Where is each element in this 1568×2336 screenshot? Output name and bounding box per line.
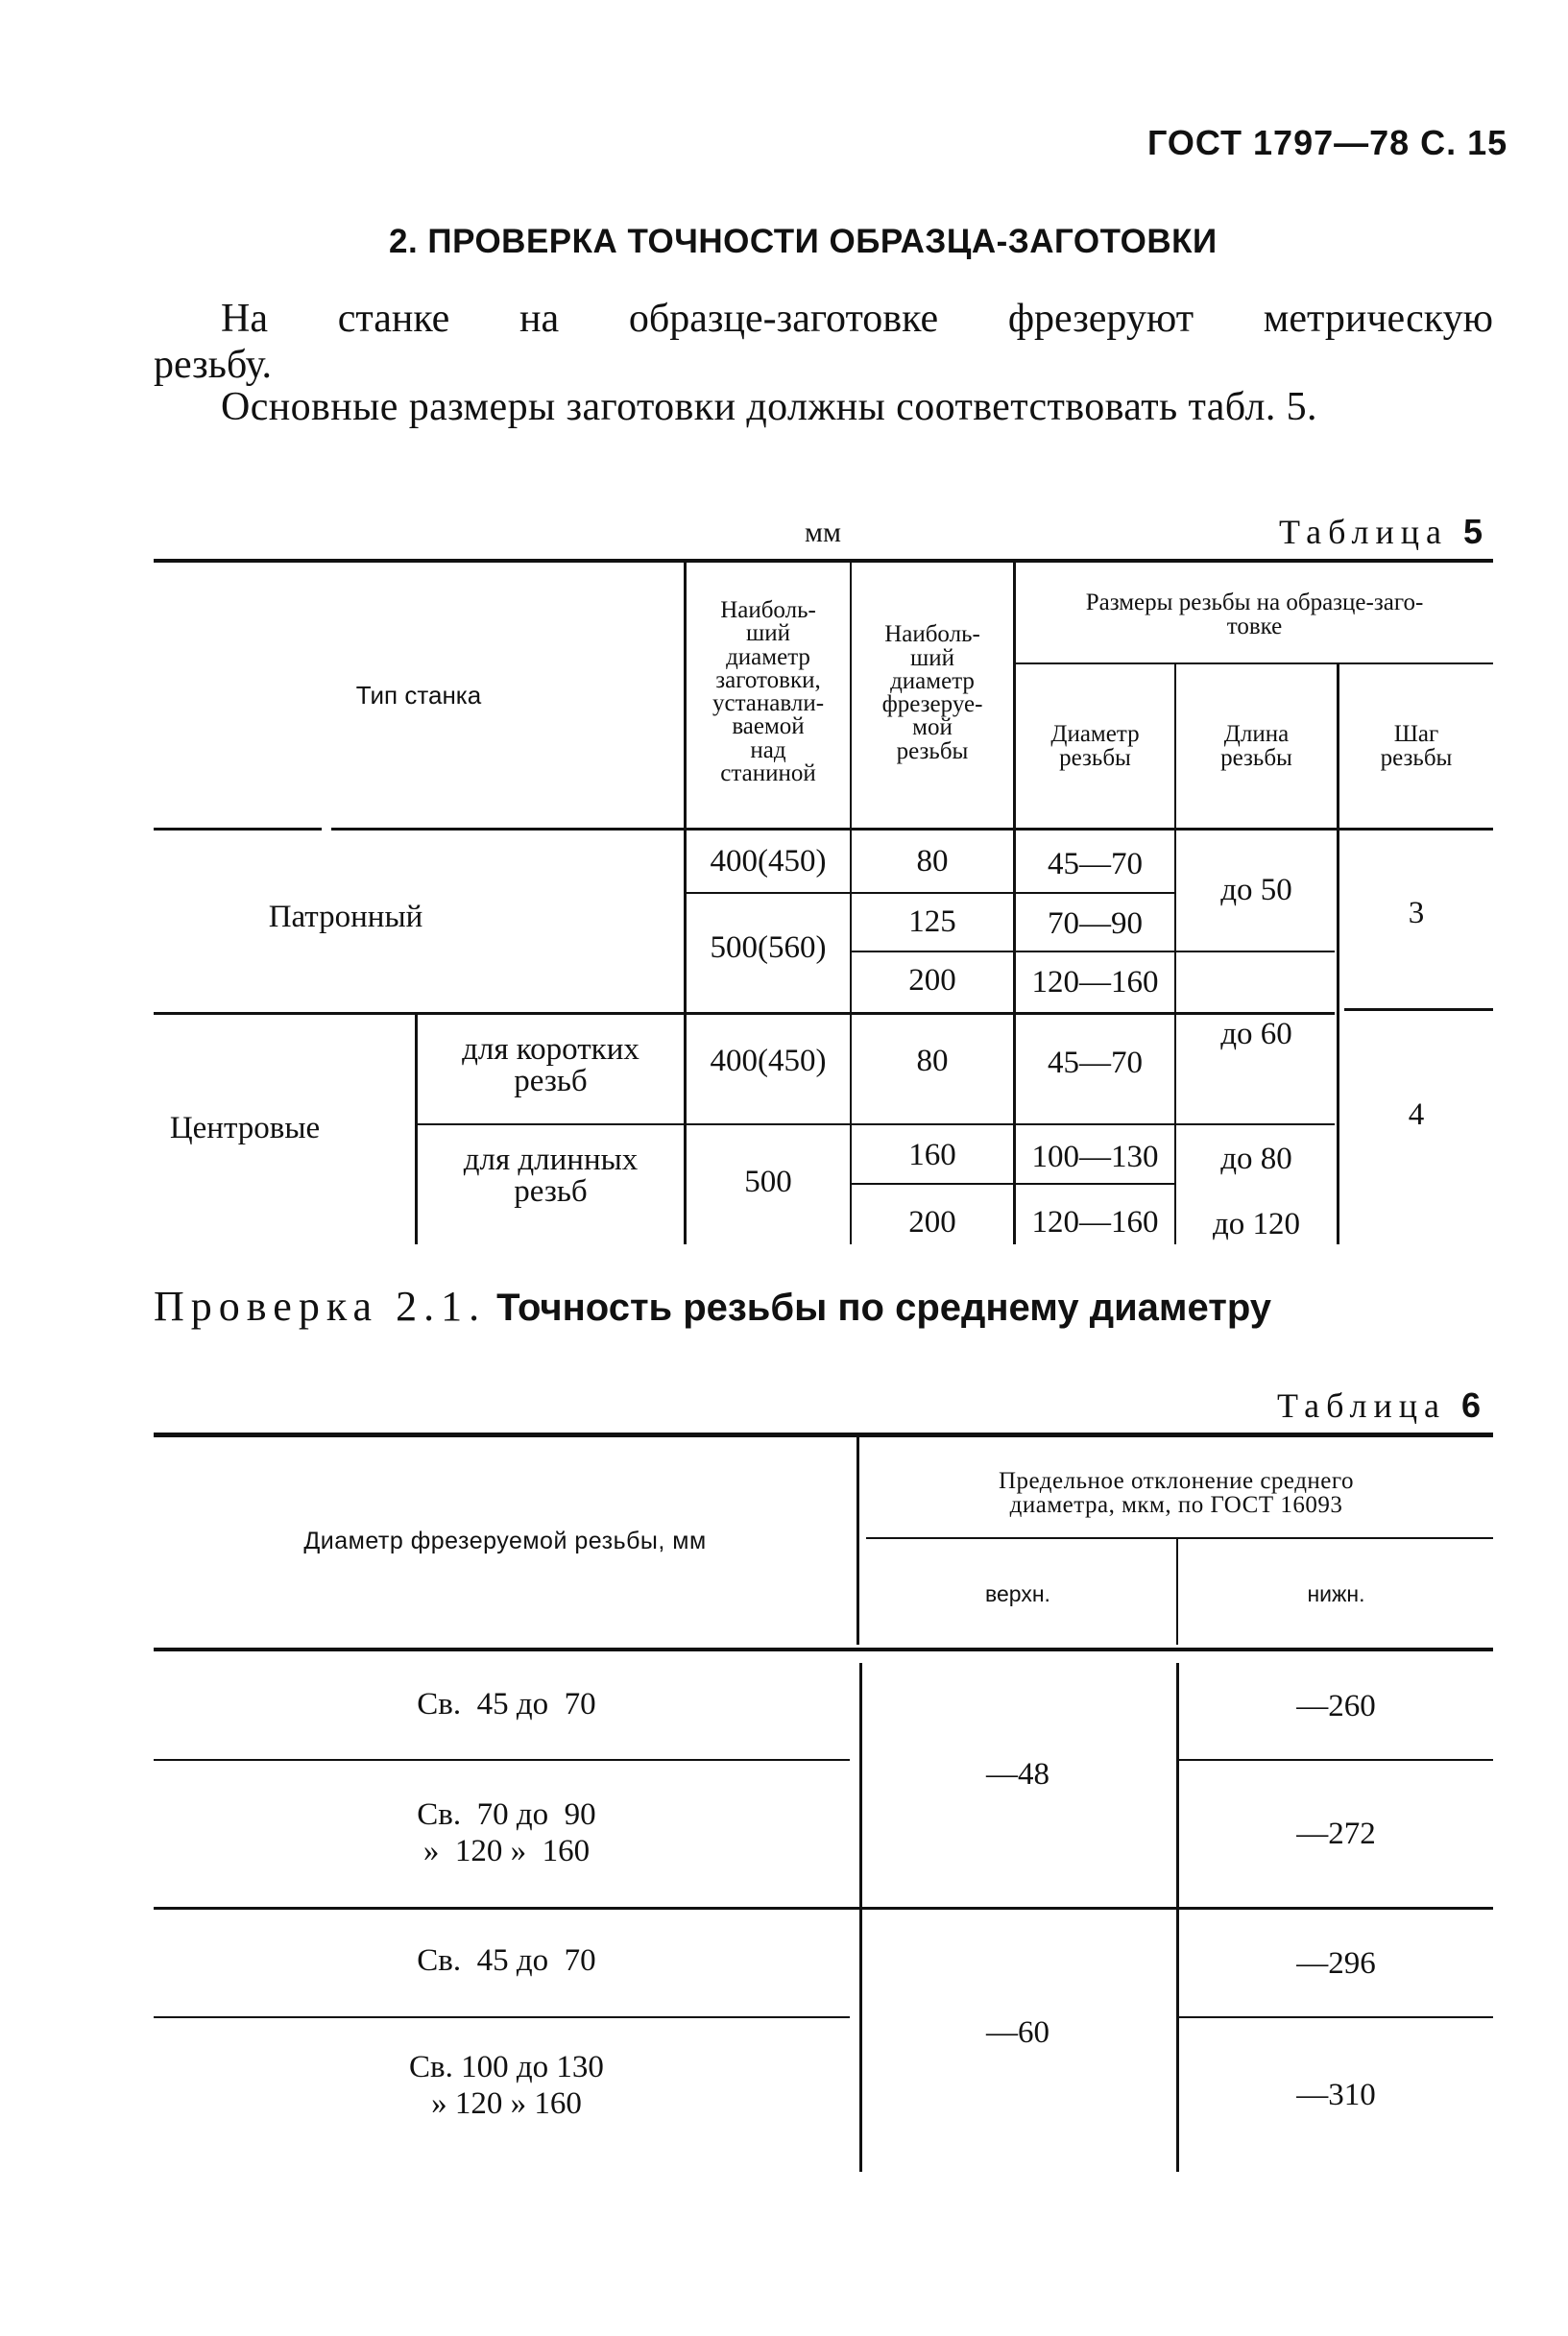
cell-pitch-4: 4 [1408,1096,1425,1132]
paragraph-1-line-2: резьбу. [154,343,272,387]
check-label: Проверка 2.1. [154,1283,487,1330]
subtype-long-threads: для длинных резьб [463,1143,639,1209]
header-milled-thread-diameter: Диаметр фрезеруемой резьбы, мм [303,1527,707,1554]
cell-blank-400-450-center: 400(450) [710,1043,827,1078]
header-deviation: Предельное отклонение среднего диаметра, мкм, по ГОСТ 16093 [998,1468,1355,1518]
machine-type-cartridge: Патронный [268,899,423,934]
cell-max-200-center: 200 [908,1204,956,1240]
row-3-lower: —296 [1296,1945,1376,1981]
section-title: 2. ПРОВЕРКА ТОЧНОСТИ ОБРАЗЦА-ЗАГОТОВКИ [389,223,1218,260]
header-max-thread-diameter: Наиболь- ший диаметр фрезеруе- мой резьбы [881,621,983,764]
cell-diam-45-70-center: 45—70 [1048,1045,1143,1080]
check-heading [154,1282,1271,1331]
cell-max-80-center: 80 [916,1043,949,1078]
cell-pitch-3: 3 [1408,895,1425,930]
row-1-diameter: Св. 45 до 70 [417,1686,596,1722]
rule [154,828,322,831]
header-max-blank-diameter: Наиболь- ший диаметр заготовки, устанавли- ваемой над станиной [712,597,825,786]
rule [1176,951,1335,952]
header-thread-dimensions: Размеры резьбы на образце-заго- товке [1085,590,1424,639]
rule [1013,662,1493,664]
subtype-short-threads: для коротких резьб [462,1032,639,1098]
rule [866,1537,1493,1539]
rule [859,1663,862,2172]
rule [154,1759,850,1761]
cell-blank-500-560: 500(560) [710,929,827,965]
row-2-lower: —272 [1296,1816,1376,1851]
row-2-diameter: Св. 70 до 90 » 120 » 160 [417,1797,596,1868]
cell-max-160: 160 [908,1137,956,1172]
header-thread-pitch: Шаг резьбы [1380,721,1453,771]
cell-diam-120-160: 120—160 [1031,964,1159,999]
cell-blank-500: 500 [744,1164,792,1199]
rule [1179,1759,1493,1761]
cell-diam-120-160-center: 120—160 [1031,1204,1159,1240]
cell-length-do-60: до 60 [1220,1016,1292,1051]
rule [154,1907,1493,1910]
table-5-unit: мм [805,517,841,548]
cell-length-do-80: до 80 [1220,1141,1292,1176]
cell-diam-45-70: 45—70 [1048,846,1143,881]
upper-group-1: —48 [986,1756,1049,1792]
row-4-diameter: Св. 100 до 130 » 120 » 160 [409,2050,604,2121]
rule [1179,2016,1493,2018]
cell-blank-400-450: 400(450) [710,843,827,879]
rule [418,1123,1335,1125]
table-5-label [1279,512,1489,552]
table-6-number: 6 [1460,1385,1487,1425]
table-5-number: 5 [1462,512,1489,551]
header-machine-type: Тип станка [355,681,482,710]
upper-group-2: —60 [986,2014,1049,2050]
rule [154,1012,1335,1015]
header-thread-length: Длина резьбы [1220,721,1292,771]
check-title: Точность резьбы по среднему диаметру [496,1287,1271,1329]
cell-max-200: 200 [908,962,956,998]
rule [154,2016,850,2018]
cell-diam-100-130: 100—130 [1031,1139,1159,1174]
row-3-diameter: Св. 45 до 70 [417,1942,596,1978]
cell-length-do-120: до 120 [1212,1206,1301,1241]
row-4-lower: —310 [1296,2077,1376,2112]
cell-length-do-50: до 50 [1220,872,1292,907]
header-lower: нижн. [1307,1580,1365,1606]
cell-max-80: 80 [916,843,949,879]
header-thread-diameter: Диаметр резьбы [1050,721,1140,771]
rule [331,828,1493,831]
table-6-top-rule [154,1433,1493,1437]
header-upper: верхн. [985,1580,1050,1606]
table-6-label-prefix: Таблица [1277,1386,1461,1425]
machine-type-center: Центровые [169,1110,321,1145]
rule [1344,1008,1493,1011]
page-header-code: ГОСТ 1797—78 С. 15 [1147,123,1508,162]
rule [687,892,1176,894]
paragraph-1-line-1: На станке на образце-заготовке фрезеруют метрическую [221,297,1493,341]
table-5-label-prefix: Таблица [1279,513,1463,551]
row-1-lower: —260 [1296,1688,1376,1723]
cell-max-125: 125 [908,903,956,939]
table-6-label [1277,1385,1487,1426]
paragraph-2: Основные размеры заготовки должны соответствовать табл. 5. [221,385,1317,429]
rule [1176,1539,1178,1645]
rule [154,1648,1493,1651]
cell-diam-70-90: 70—90 [1048,905,1143,941]
